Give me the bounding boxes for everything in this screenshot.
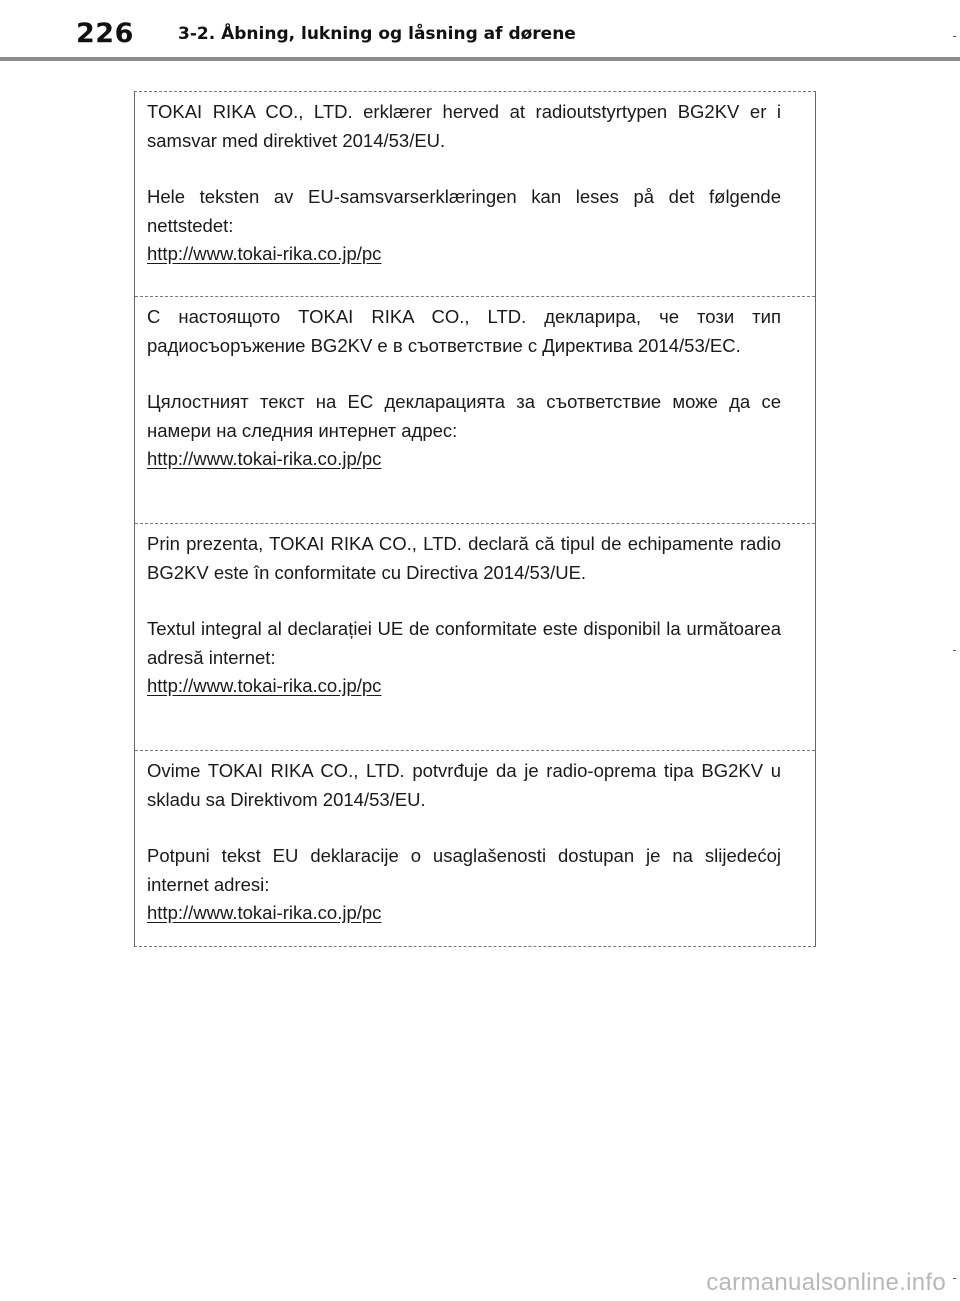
header-rule bbox=[0, 57, 960, 61]
declaration-full-text-note: Textul integral al declarației UE de conformitate este disponibil la următoarea adresă internet: bbox=[147, 618, 781, 668]
declaration-statement: С настоящото TOKAI RIKA CO., LTD. декларира, че този тип радиосъоръжение BG2KV е в съответствие с Директива 2014/53/ЕС. bbox=[147, 306, 781, 356]
declaration-norwegian bbox=[135, 92, 815, 269]
declaration-box bbox=[134, 91, 816, 947]
section-title: 3-2. Åbning, lukning og låsning af dørene bbox=[178, 24, 576, 44]
page-header bbox=[0, 0, 960, 62]
declaration-full-text-note: Hele teksten av EU-samsvarserklæringen kan leses på det følgende nettstedet: bbox=[147, 186, 781, 236]
edge-mark bbox=[953, 1278, 956, 1279]
edge-mark bbox=[953, 650, 956, 651]
edge-mark bbox=[953, 36, 956, 37]
declaration-bosnian bbox=[135, 751, 815, 928]
page-number: 226 bbox=[76, 18, 134, 49]
declaration-url-link[interactable]: http://www.tokai-rika.co.jp/pc bbox=[147, 675, 382, 696]
declaration-bulgarian bbox=[135, 297, 815, 474]
declaration-url-link[interactable]: http://www.tokai-rika.co.jp/pc bbox=[147, 902, 382, 923]
declaration-statement: Ovime TOKAI RIKA CO., LTD. potvrđuje da je radio-oprema tipa BG2KV u skladu sa Direktivom 2014/53/EU. bbox=[147, 760, 781, 810]
declaration-url-link[interactable]: http://www.tokai-rika.co.jp/pc bbox=[147, 448, 382, 469]
declaration-statement: Prin prezenta, TOKAI RIKA CO., LTD. declară că tipul de echipamente radio BG2KV este în conformitate cu Directiva 2014/53/UE. bbox=[147, 533, 781, 583]
declaration-statement: TOKAI RIKA CO., LTD. erklærer herved at radioutstyrtypen BG2KV er i samsvar med direktivet 2014/53/EU. bbox=[147, 101, 781, 151]
declaration-full-text-note: Цялостният текст на ЕС декларацията за съответствие може да се намери на следния интернет адрес: bbox=[147, 391, 781, 441]
declaration-romanian bbox=[135, 524, 815, 701]
declaration-url-link[interactable]: http://www.tokai-rika.co.jp/pc bbox=[147, 243, 382, 264]
watermark: carmanualsonline.info bbox=[706, 1269, 946, 1296]
declaration-full-text-note: Potpuni tekst EU deklaracije o usaglašenosti dostupan je na slijedećoj internet adresi: bbox=[147, 845, 781, 895]
